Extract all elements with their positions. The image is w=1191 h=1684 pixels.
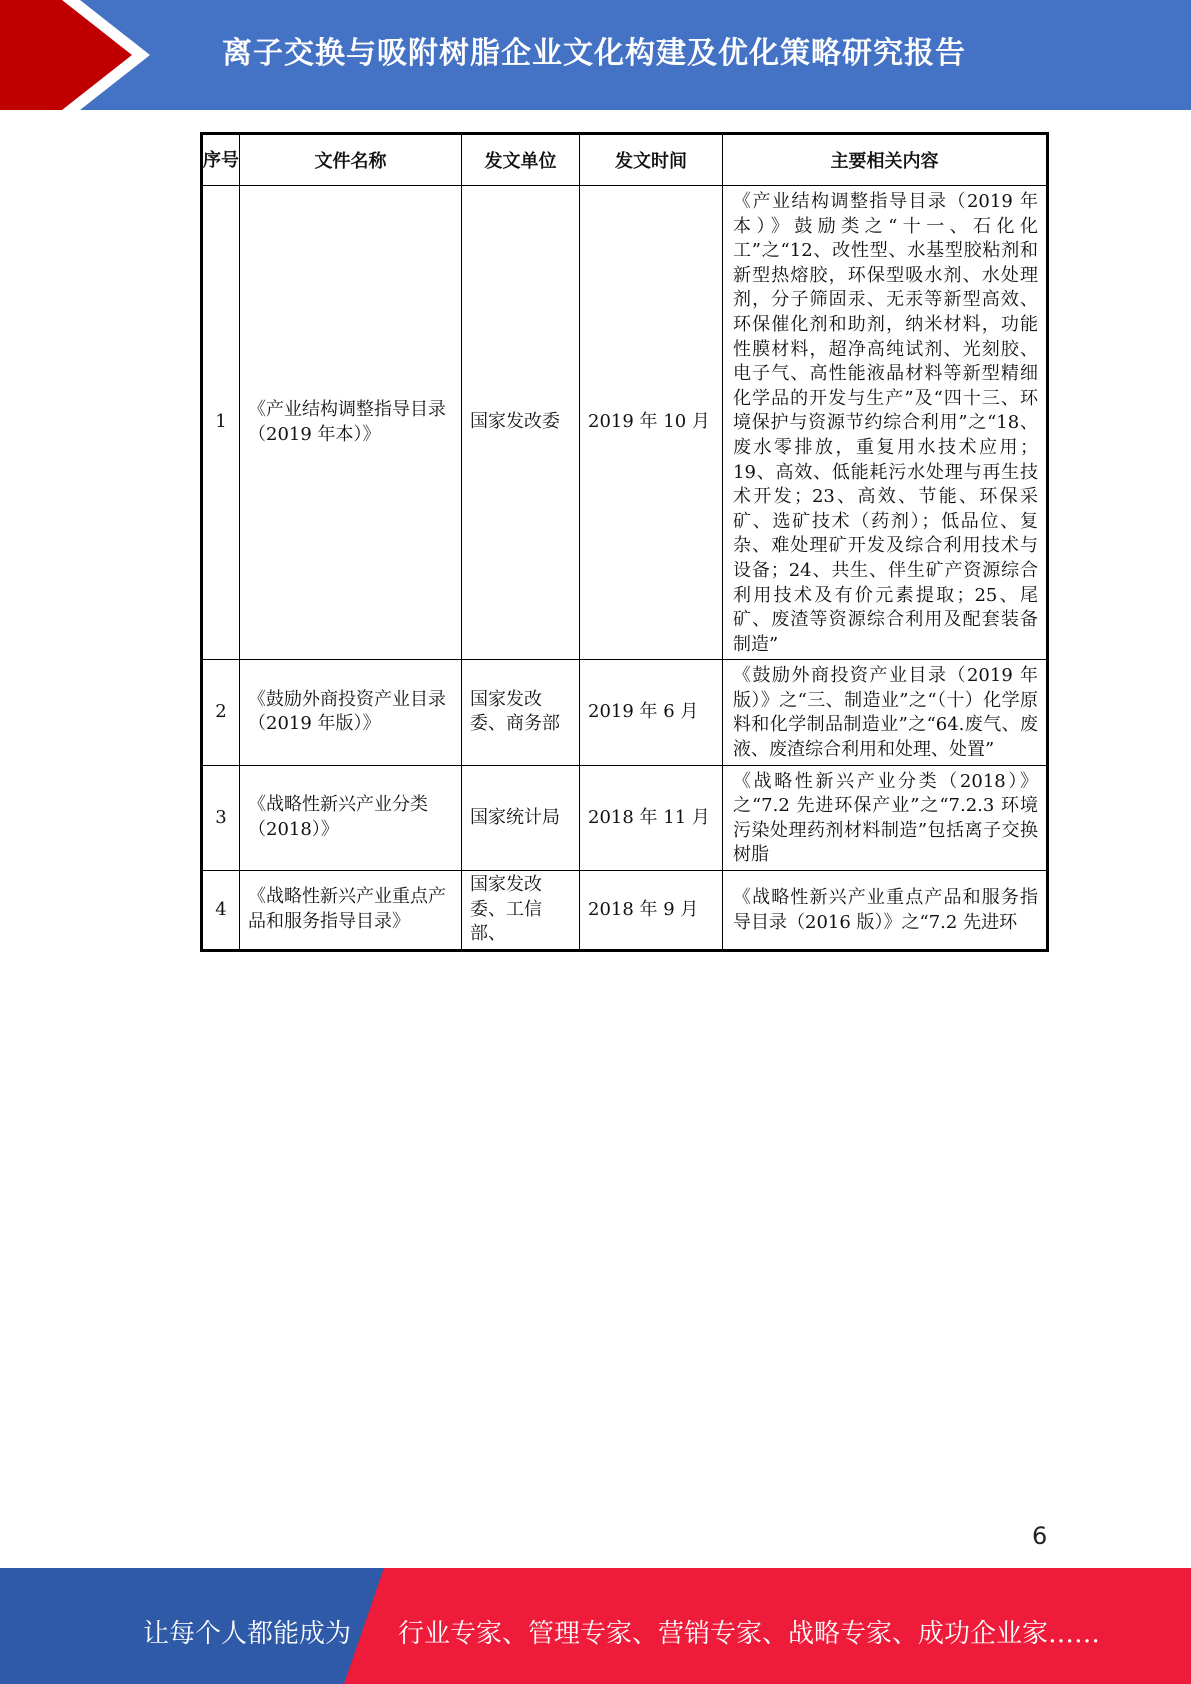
table-row [202,186,1048,660]
row-content: 《战略性新兴产业分类（2018）》之“7.2 先进环保产业”之“7.2.3 环境污染处理药剂材料制造”包括离子交换树脂 [723,765,1048,870]
header-chevron-icon [0,0,150,110]
row-issuer: 国家发改委、工信部、 [462,871,580,951]
row-date: 2019 年 6 月 [580,660,723,765]
page-number: 6 [1032,1522,1048,1550]
footer-slogan-right: 行业专家、管理专家、营销专家、战略专家、成功企业家…… [398,1619,1101,1649]
row-date: 2018 年 11 月 [580,765,723,870]
row-no: 2 [202,660,240,765]
header-issuer: 发文单位 [462,134,580,186]
row-name: 《战略性新兴产业分类（2018）》 [240,765,462,870]
row-no: 4 [202,871,240,951]
report-header [0,0,1191,110]
row-date: 2018 年 9 月 [580,871,723,951]
report-title: 离子交换与吸附树脂企业文化构建及优化策略研究报告 [222,36,966,71]
header-name: 文件名称 [240,134,462,186]
table-row [202,871,1048,951]
table-header-row [202,134,1048,186]
row-issuer: 国家发改委、商务部 [462,660,580,765]
row-no: 1 [202,186,240,660]
report-footer [0,1568,1191,1684]
header-content: 主要相关内容 [723,134,1048,186]
header-date: 发文时间 [580,134,723,186]
table-row [202,660,1048,765]
footer-slogan-left: 让每个人都能成为 [143,1619,352,1649]
row-name: 《鼓励外商投资产业目录（2019 年版）》 [240,660,462,765]
row-content: 《产业结构调整指导目录（2019 年本）》鼓励类之“十一、石化化工”之“12、改性型、水基型胶粘剂和新型热熔胶，环保型吸水剂、水处理剂，分子筛固汞、无汞等新型高效、环保催化剂和助剂，纳米材料，功能性膜材料，超净高纯试剂、光刻胶、电子气、高性能液晶材料等新型精细化学品的开发与生产”及“四十三、环境保护与资源节约综合利用”之“18、废水零排放，重复用水技术应用；19、高效、低能耗污水处理与再生技术开发；23、高效、节能、环保采矿、选矿技术（药剂）；低品位、复杂、难处理矿开发及综合利用技术与设备；24、共生、伴生矿产资源综合利用技术及有价元素提取；25、尾矿、废渣等资源综合利用及配套装备制造” [723,186,1048,660]
row-issuer: 国家发改委 [462,186,580,660]
row-date: 2019 年 10 月 [580,186,723,660]
header-no: 序号 [202,134,240,186]
row-no: 3 [202,765,240,870]
policy-table [200,132,1049,952]
row-name: 《战略性新兴产业重点产品和服务指导目录》 [240,871,462,951]
row-content: 《鼓励外商投资产业目录（2019 年版）》之“三、制造业”之“（十）化学原料和化学制品制造业”之“64.废气、废液、废渣综合利用和处理、处置” [723,660,1048,765]
row-content: 《战略性新兴产业重点产品和服务指导目录（2016 版）》之“7.2 先进环 [723,871,1048,951]
row-issuer: 国家统计局 [462,765,580,870]
row-name: 《产业结构调整指导目录（2019 年本）》 [240,186,462,660]
table-row [202,765,1048,870]
